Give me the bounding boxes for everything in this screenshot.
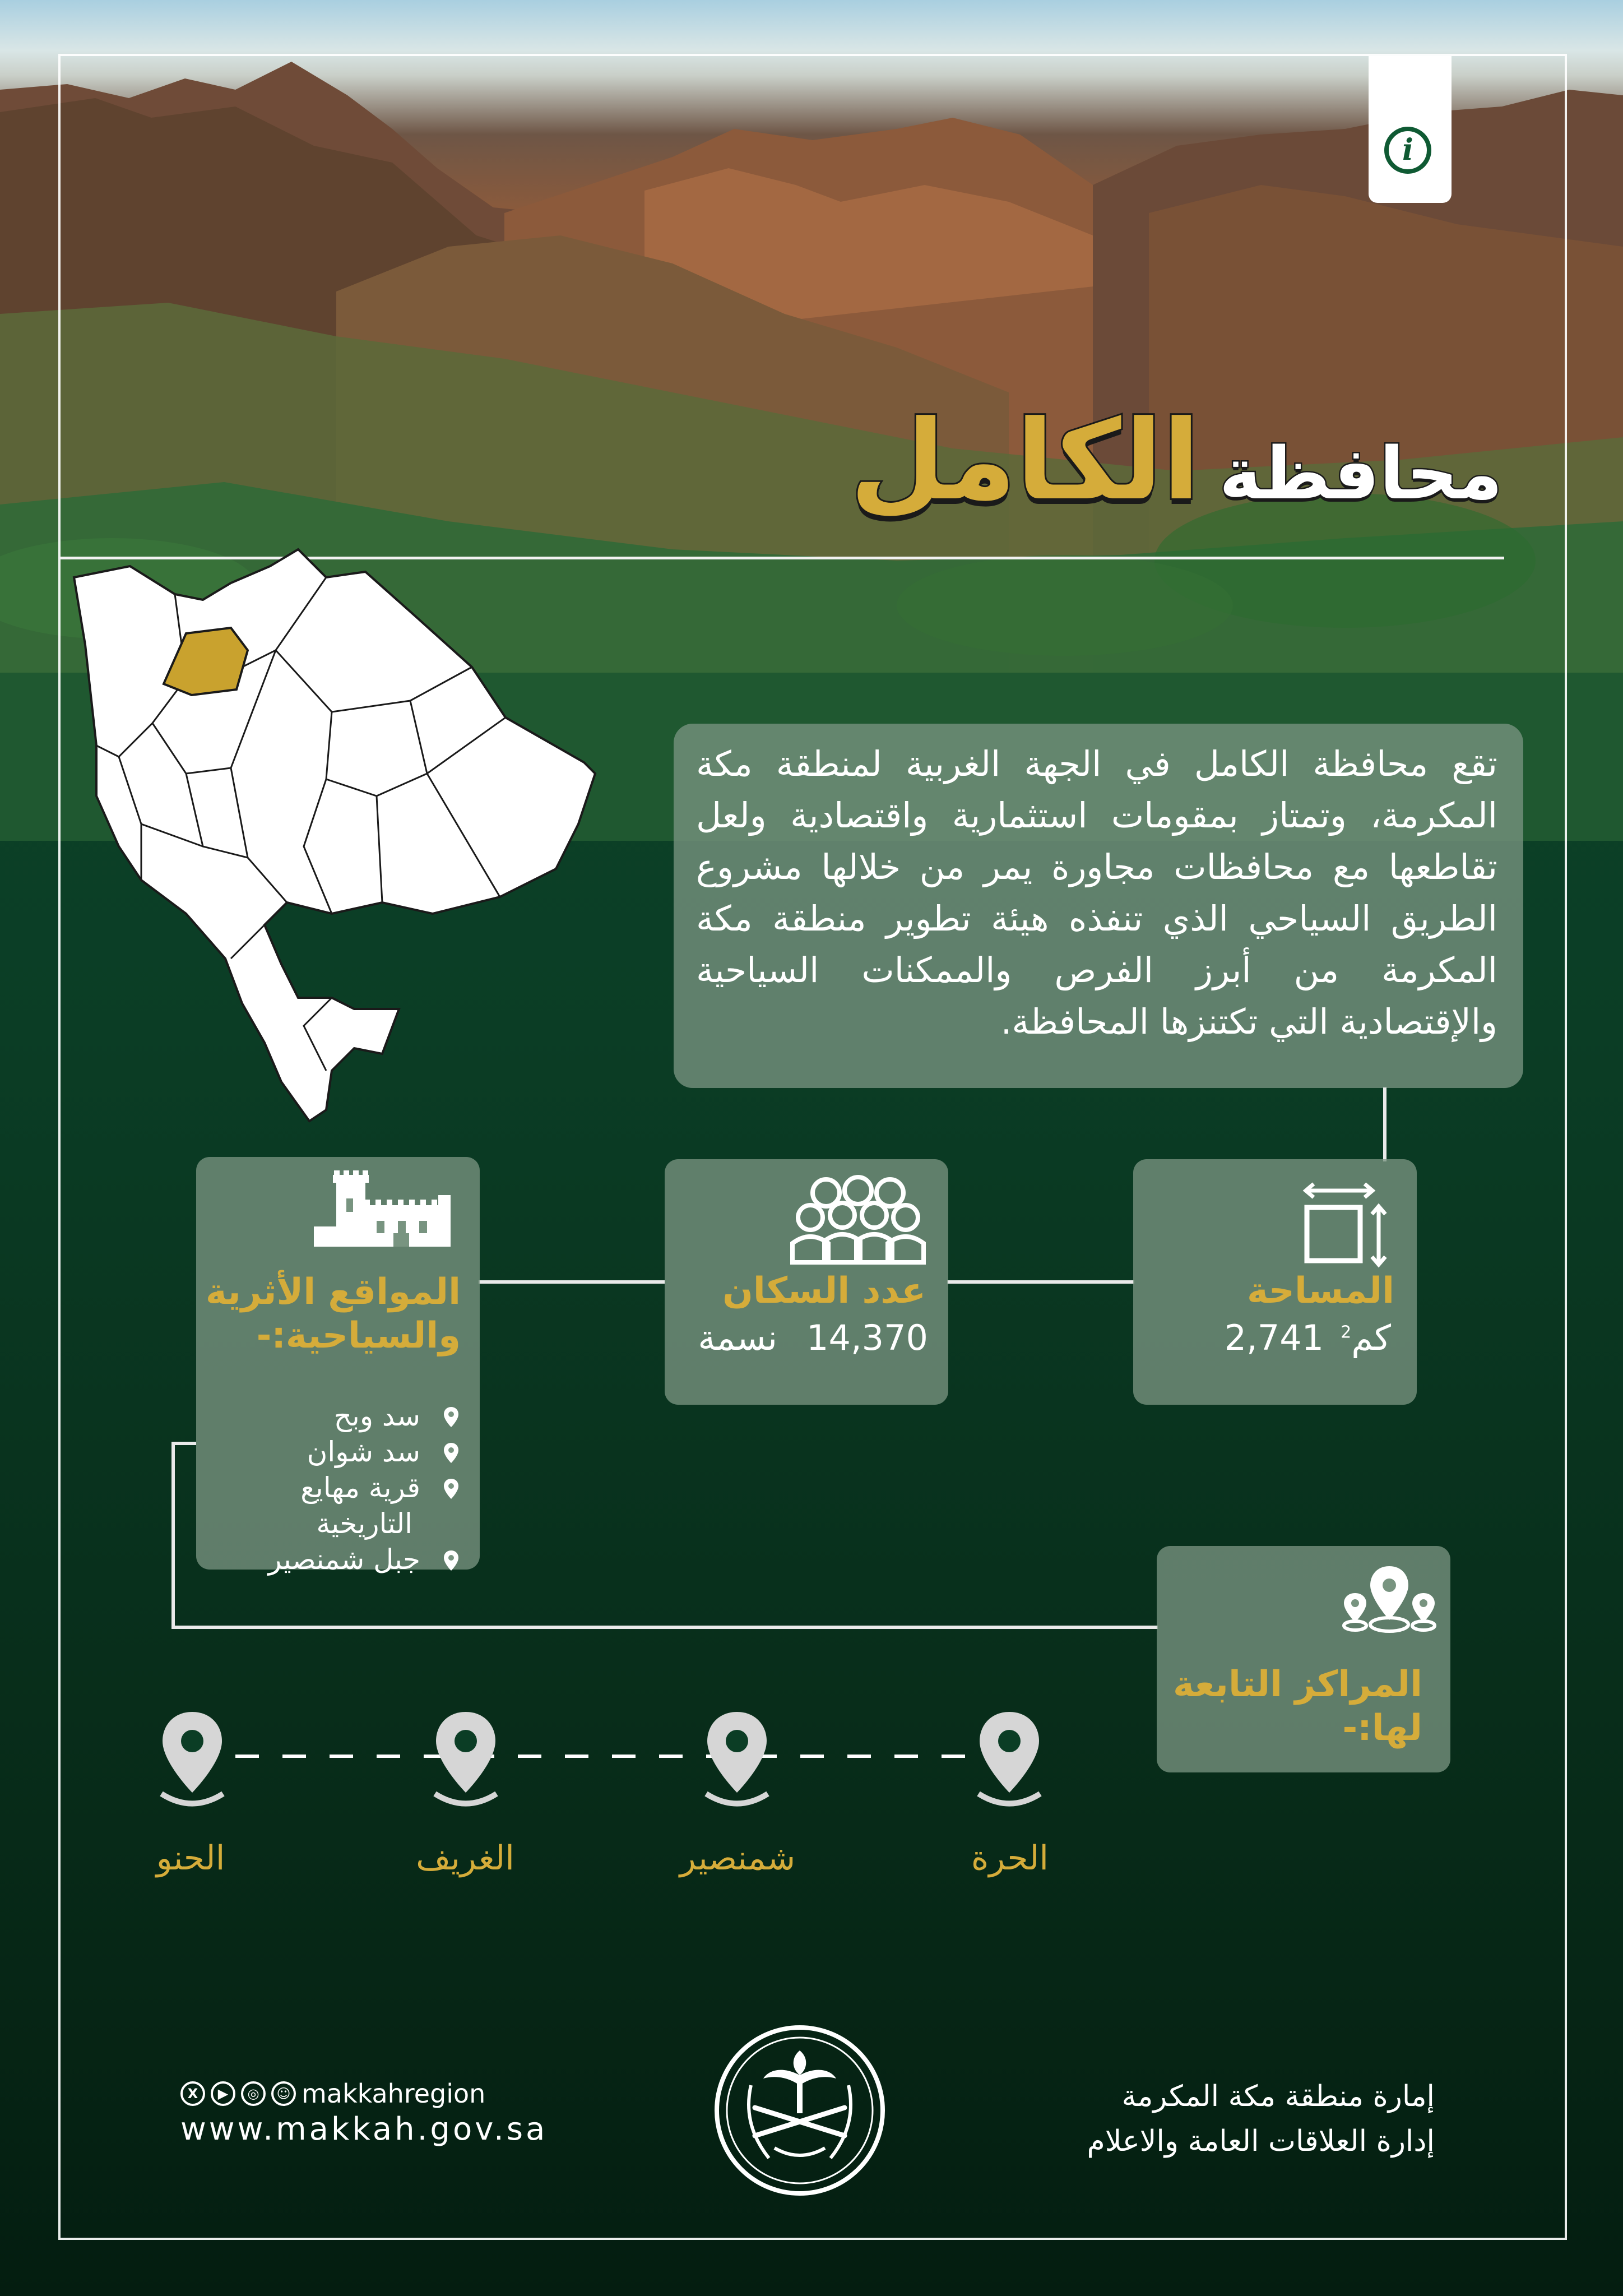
website-link[interactable]: www.makkah.gov.sa — [180, 2111, 548, 2147]
org-line-2: إدارة العلاقات العامة والاعلام — [1087, 2124, 1435, 2158]
site-label: سد شوان — [307, 1436, 420, 1468]
sites-card — [196, 1157, 480, 1576]
area-unit-superscript: 2 — [1341, 1322, 1352, 1343]
site-label: التاريخية — [316, 1507, 412, 1540]
site-item-shamansir-mountain — [268, 1542, 460, 1577]
area-title: المساحة — [1247, 1270, 1394, 1312]
region-map — [63, 533, 601, 1127]
centers-title-line2: لها:- — [1342, 1707, 1422, 1749]
area-value-row — [1225, 1317, 1391, 1358]
map-pin-icon — [443, 1549, 460, 1572]
location-pin-alhurrah-icon — [973, 1710, 1046, 1808]
connector-population-sites — [479, 1280, 665, 1284]
sites-title-line1: المواقع الأثرية — [205, 1271, 461, 1313]
social-handle[interactable]: makkahregion — [302, 2079, 486, 2109]
location-pin-shamansir-icon — [701, 1710, 773, 1808]
site-item-shawan-dam — [268, 1434, 460, 1470]
center-label-alghurayf: الغريف — [416, 1839, 514, 1878]
map-pin-icon — [443, 1406, 460, 1428]
footer-organization — [1087, 2074, 1435, 2164]
connector-sites-left — [171, 1442, 196, 1445]
map-pin-icon — [443, 1478, 460, 1500]
population-card — [665, 1159, 948, 1405]
org-line-1: إمارة منطقة مكة المكرمة — [1121, 2080, 1435, 2113]
instagram-icon[interactable]: ◎ — [241, 2081, 266, 2106]
centers-title-line1: المراكز التابعة — [1172, 1664, 1422, 1705]
sites-list — [268, 1398, 460, 1577]
center-label-shamansir: شمنصير — [679, 1839, 796, 1878]
description-box: تقع محافظة الكامل في الجهة الغربية لمنطقة مكة المكرمة، وتمتاز بمقومات استثمارية واقتصادية ولعل تقاطعها مع محافظات مجاورة يمر من خلالها مشروع الطريق السياحي الذي تنفذه هيئة تطوير منطقة مكة المكرمة من أبرز الفرص والممكنات السياحية والإقتصادية التي تكتنزها المحافظة. — [674, 724, 1523, 1088]
population-unit: نسمة — [698, 1317, 778, 1358]
location-pins-icon — [1339, 1564, 1439, 1635]
connector-left-vertical — [171, 1442, 175, 1629]
center-label-alhurrah: الحرة — [971, 1839, 1049, 1878]
x-icon[interactable]: X — [180, 2081, 205, 2106]
people-icon — [788, 1172, 928, 1267]
population-value: 14,370 — [806, 1317, 928, 1358]
site-item-wabh-dam — [268, 1398, 460, 1434]
centers-card — [1157, 1546, 1450, 1772]
location-pin-alhanw-icon — [156, 1710, 229, 1808]
footer-contact — [180, 2079, 548, 2147]
region-map-outline — [74, 549, 595, 1121]
title-main: الكامل — [850, 397, 1200, 525]
info-icon[interactable]: i — [1384, 127, 1431, 174]
site-item-mahayea-village-line2 — [268, 1506, 460, 1542]
site-label: جبل شمنصير — [268, 1543, 420, 1576]
sites-title-line2: والسياحية:- — [256, 1315, 461, 1357]
page-title — [850, 387, 1503, 525]
title-prefix: محافظة — [1219, 432, 1503, 516]
connector-bottom-horizontal — [171, 1626, 1158, 1629]
site-label: سد وبح — [333, 1400, 420, 1432]
connector-desc-to-area — [1383, 1087, 1386, 1161]
population-value-row — [698, 1317, 928, 1358]
social-row — [180, 2079, 548, 2109]
site-label: قرية مهايع — [300, 1471, 420, 1504]
centers-dashed-line — [235, 1755, 984, 1758]
area-unit — [1341, 1317, 1391, 1358]
snapchat-icon[interactable]: ☺ — [271, 2081, 296, 2106]
location-pin-alghurayf-icon — [429, 1710, 502, 1808]
population-title: عدد السكان — [722, 1270, 926, 1312]
area-unit-text: كم — [1351, 1317, 1391, 1358]
saudi-emblem-icon — [713, 2024, 887, 2197]
connector-area-population — [947, 1280, 1134, 1284]
area-value: 2,741 — [1224, 1317, 1324, 1358]
area-resize-icon — [1296, 1174, 1391, 1269]
info-tab[interactable] — [1369, 56, 1452, 203]
historic-fort-icon — [314, 1170, 453, 1248]
map-pin-icon — [443, 1442, 460, 1464]
youtube-icon[interactable]: ▶ — [211, 2081, 235, 2106]
area-card — [1133, 1159, 1417, 1405]
center-label-alhanw: الحنو — [156, 1839, 225, 1878]
site-item-mahayea-village — [268, 1470, 460, 1506]
